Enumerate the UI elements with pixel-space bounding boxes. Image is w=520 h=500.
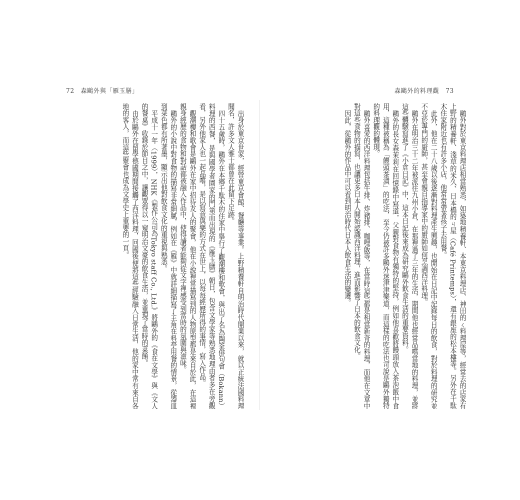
left-paragraph: 觀潮樓和歌會是鷗外在家中招待友人的聚會，他在小說裡常描寫到的人物原型都是來自於此，在這裡親身經歷的食物和對話都被融入作品中，使得讀者能夠從文字裡感受到當時的氛圍與滋味。 bbox=[178, 103, 197, 409]
left-paragraph: 由於鷗外在留學德國期間接觸了西洋料理，回國後便將這些經驗融入日常生活，他的家中常有來自各地的客人，而這些聚會也成為文學史上重要的一頁。 bbox=[120, 103, 139, 409]
left-paragraph: 平成十一年（1999），NHK《製作公司為Tokyo staff Co., Ltd.》將鷗外的《食在文學》與《文人的餐桌》收錄於節目之中，讓觀眾得以一窺明治文豪的飲食生活，並重現了當時的菜餚。 bbox=[140, 103, 158, 409]
left-paragraph: 四十五歲時，鷗外在本鄉千駄木的住家中舉行了觀潮樓和歌會，與出了名為陶筌俳句會（Bokann）料理的西餐，是與國學者園家的門第而出現的《雁玉膳》朝日，包含文學家等熟悉地理由者多在旁觀看，另外他家人也一起品嚐，是以寫意與樂的方式在世上，以每每經歷所得的事情，寫入作品。 bbox=[197, 103, 225, 409]
right-page-number: 73 bbox=[445, 88, 454, 95]
book-gutter bbox=[259, 100, 260, 410]
right-paragraph: 鷗外喜愛的西洋料理包括牛排、炸豬排、咖哩飯等，在當時這些都是相當新奇的料理，而他在文章中對這些食物的描寫，也讓更多日本人開始認識西洋料理，進而影響了日本的飲食文化。 bbox=[352, 103, 371, 409]
right-paragraph: 鷗外的長女森茉莉在回憶錄中寫道，父親對食物有獨特的堅持，例如他喜歡將饅頭放入茶泡飯中食用，這種被稱為「饅頭茶漬」的吃法，至今仍被許多鷗外迷津津樂道，而這樣的吃法也可說是鷗外獨特的料理觀的體現。 bbox=[371, 103, 399, 409]
right-page-header bbox=[394, 86, 458, 95]
left-paragraph: 出身於東京世家，經營東京會館、餐廳等事業。上野精養軒自明治時代開業以來，就以正統法國料理聞名，許多文人雅士都曾在此留下足跡。 bbox=[226, 103, 244, 409]
left-paragraph: 鷗外的小說中對食物的描寫非常細膩，例如在《雁》中就詳細描寫了主角在料亭用餐的情景，從器皿到菜色都有所著墨，顯示出他對飲食文化的重視與熟悉。 bbox=[159, 103, 177, 409]
right-paragraph: 此外，他在二十八歲以後逐漸對料理產生興趣，也開始在日記中記錄每日的飲食，對於料理的研究並不亞於專門的廚師，甚至會親自指導家中的廚師如何烹調西洋料理。 bbox=[419, 103, 438, 409]
right-paragraph: 鷗外在明治三十二年被派往九州小倉，在那裡過了三年的生活，期間他也經常品嚐當地的料理，並將這些體驗寫進了《小倉日記》中，這本日記後來成為研究鷗外飲食生活的重要資料。 bbox=[400, 103, 419, 409]
right-paragraph: 鷗外對於東京料理店相當熟悉，如築地精養軒、本東京料理店、神田的ㄑ料理屋等，經常去的店家有上野的精養軒、淺草的米久、日本橋的ㄐ屋（Café Printemps），還有銀座的松本樓等。另外在千駄木住家附近也有許多小店，他常常帶著孩子去用餐。 bbox=[438, 103, 466, 409]
left-page-header bbox=[62, 86, 138, 95]
right-running-head: 森鷗外的料理觀 bbox=[394, 88, 440, 95]
left-page-number: 72 bbox=[66, 88, 75, 95]
right-page-body bbox=[274, 103, 466, 409]
left-running-head: 森鷗外與「雁玉膳」 bbox=[80, 88, 139, 95]
left-page-body bbox=[54, 103, 244, 409]
right-paragraph: 因此，從鷗外的作品中可以看到明治時代日本人飲食生活的變遷。 bbox=[342, 109, 351, 306]
